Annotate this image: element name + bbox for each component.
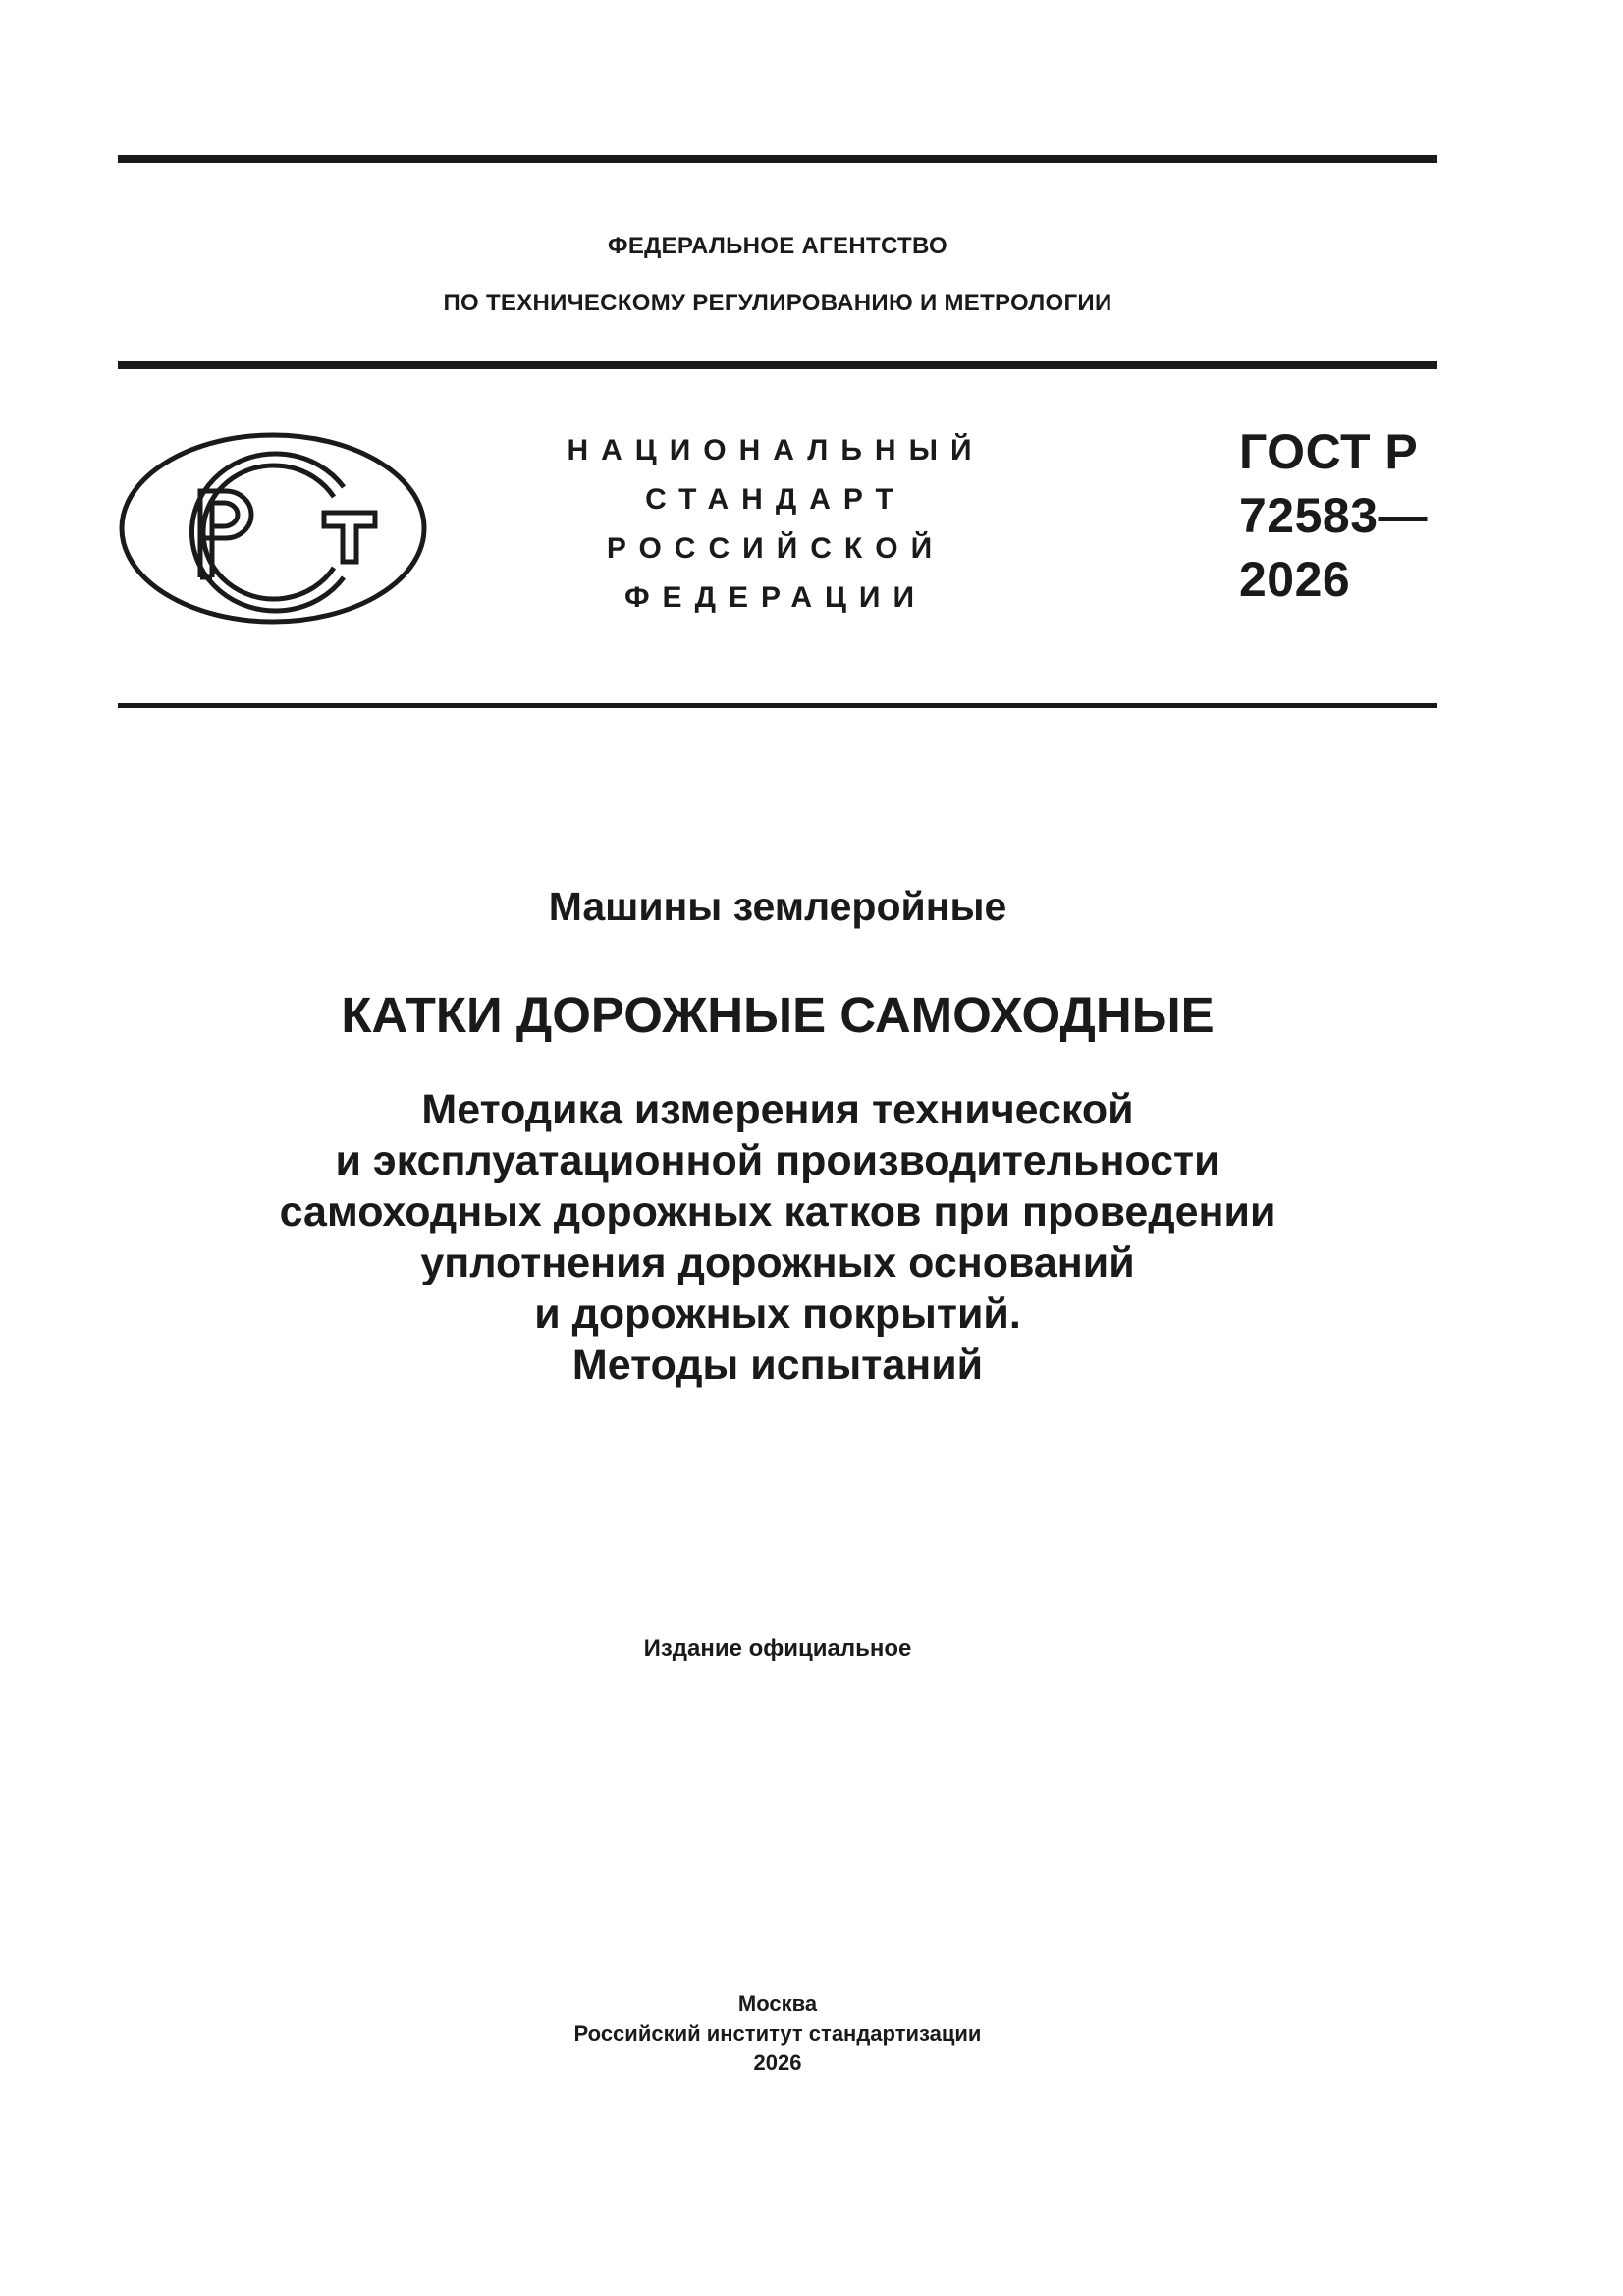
national-line-3: РОССИЙСКОЙ <box>606 532 946 565</box>
code-line-1: ГОСТ Р <box>1239 424 1419 479</box>
description-line-5: и дорожных покрытий. <box>534 1290 1021 1338</box>
description-line-2: и эксплуатационной производительности <box>335 1137 1220 1184</box>
imprint-year: 2026 <box>753 2050 802 2075</box>
document-title: КАТКИ ДОРОЖНЫЕ САМОХОДНЫЕ <box>341 987 1215 1043</box>
section-rule <box>118 703 1437 708</box>
top-rule <box>118 155 1437 163</box>
agency-line-2: ПО ТЕХНИЧЕСКОМУ РЕГУЛИРОВАНИЮ И МЕТРОЛОГИИ <box>443 290 1112 316</box>
imprint-city: Москва <box>737 1992 818 2016</box>
description-line-4: уплотнения дорожных оснований <box>420 1239 1135 1286</box>
document-description <box>118 1084 1437 1391</box>
national-standard-label <box>550 426 1001 623</box>
description-line-3: самоходных дорожных катков при проведении <box>279 1188 1276 1235</box>
edition-label: Издание официальное <box>643 1635 912 1662</box>
rst-conformity-mark-icon <box>116 430 430 627</box>
description-line-1: Методика измерения технической <box>421 1086 1134 1133</box>
code-line-2: 72583— <box>1239 488 1429 543</box>
description-line-6: Методы испытаний <box>571 1341 984 1389</box>
standard-code <box>1239 420 1428 612</box>
header-rule <box>118 361 1437 369</box>
national-line-2: СТАНДАРТ <box>645 483 906 516</box>
code-line-3: 2026 <box>1239 552 1351 607</box>
document-subtitle: Машины землеройные <box>548 884 1007 929</box>
imprint-publisher: Российский институт стандартизации <box>573 2021 982 2046</box>
national-line-4: ФЕДЕРАЦИИ <box>623 581 928 614</box>
national-line-1: НАЦИОНАЛЬНЫЙ <box>567 434 985 466</box>
agency-line-1: ФЕДЕРАЛЬНОЕ АГЕНТСТВО <box>608 233 947 259</box>
imprint <box>118 1990 1437 2078</box>
agency-name <box>118 218 1437 332</box>
